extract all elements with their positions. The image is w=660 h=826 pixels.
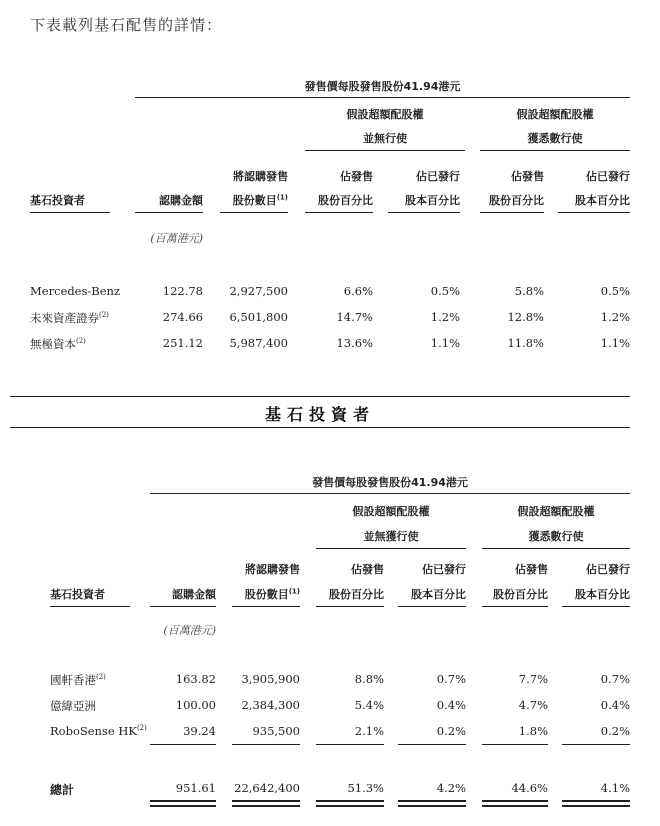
col-pct-issued-a-line2: 股本百分比 [411,588,466,601]
divider [135,97,630,98]
col-shares-line1: 將認購發售 [245,563,300,576]
shares: 935,500 [252,724,300,738]
shares: 5,987,400 [229,336,288,350]
pct-offer-b: 7.7% [518,672,548,686]
divider [150,606,216,607]
intro-text: 下表載列基石配售的詳情： [30,16,223,34]
divider [482,800,548,802]
group-b-line2: 獲悉數行使 [527,132,583,145]
divider [482,548,630,549]
divider [150,493,630,494]
price-header: 發售價每股發售股份41.94港元 [304,80,461,93]
pct-issued-b: 0.5% [600,284,630,298]
group-a-line1: 假設超額配股權 [352,505,430,518]
investor-name: 億緯亞洲 [50,699,96,713]
divider [232,800,300,802]
pct-offer-a: 14.7% [336,310,373,324]
pct-issued-b: 0.4% [600,698,630,712]
divider [398,800,466,802]
unit-label: (百萬港元) [163,624,216,637]
divider [316,548,466,549]
divider [480,150,630,151]
divider [388,212,460,213]
divider [398,744,466,745]
amount: 251.12 [162,336,203,350]
pct-offer-b: 4.7% [518,698,548,712]
shares: 2,927,500 [229,284,288,298]
amount: 274.66 [162,310,203,324]
pct-offer-a: 6.6% [343,284,373,298]
divider [150,800,216,802]
group-a-line1: 假設超額配股權 [346,108,424,121]
col-investor: 基石投資者 [30,194,85,207]
pct-issued-a: 0.2% [436,724,466,738]
col-pct-offer-b-line1: 佔發售 [511,170,544,183]
pct-offer-a: 13.6% [336,336,373,350]
pct-issued-a: 1.2% [430,310,460,324]
divider [30,212,110,213]
section-title: 基石投資者 [264,405,375,424]
col-pct-issued-b-line1: 佔已發行 [586,170,630,183]
divider [316,805,384,807]
pct-offer-a: 8.8% [354,672,384,686]
total-amount: 951.61 [175,781,216,795]
divider [305,212,373,213]
col-pct-offer-b-line1: 佔發售 [515,563,548,576]
shares: 2,384,300 [241,698,300,712]
investor-name: 未來資產證券$^{(2)}$ [30,311,109,325]
shares: 3,905,900 [241,672,300,686]
pct-issued-a: 1.1% [430,336,460,350]
amount: 100.00 [175,698,216,712]
col-shares-line2: 股份數目$^{(1)}$ [232,193,288,207]
divider [558,212,630,213]
col-pct-offer-a-line1: 佔發售 [340,170,373,183]
total-label: 總計 [50,783,75,797]
col-pct-issued-a-line2: 股本百分比 [405,194,460,207]
divider [316,800,384,802]
divider [482,744,548,745]
divider [10,427,630,428]
col-pct-offer-a-line2: 股份百分比 [329,588,384,601]
pct-issued-a: 0.7% [436,672,466,686]
investor-name: RoboSense HK$^{(2)}$ [50,724,147,738]
pct-issued-b: 0.2% [600,724,630,738]
col-pct-issued-b-line2: 股本百分比 [575,588,630,601]
divider [50,606,130,607]
divider [398,606,466,607]
divider [480,212,544,213]
divider [482,805,548,807]
pct-offer-b: 1.8% [518,724,548,738]
col-pct-issued-a-line1: 佔已發行 [416,170,460,183]
col-pct-offer-a-line2: 股份百分比 [318,194,373,207]
divider [220,212,288,213]
pct-offer-b: 5.8% [514,284,544,298]
divider [150,805,216,807]
investor-name: 國軒香港$^{(2)}$ [50,673,106,687]
amount: 163.82 [175,672,216,686]
col-pct-offer-a-line1: 佔發售 [351,563,384,576]
group-b-line1: 假設超額配股權 [517,505,595,518]
divider [10,396,630,397]
divider [305,150,465,151]
amount: 122.78 [162,284,203,298]
divider [316,744,384,745]
total-pct-offer-b: 44.6% [511,781,548,795]
unit-label: (百萬港元) [150,232,203,245]
col-pct-issued-a-line1: 佔已發行 [422,563,466,576]
col-pct-offer-b-line2: 股份百分比 [489,194,544,207]
pct-issued-a: 0.4% [436,698,466,712]
total-shares: 22,642,400 [234,781,300,795]
col-shares-line1: 將認購發售 [233,170,288,183]
group-a-line2: 並無獲行使 [363,530,419,543]
col-investor: 基石投資者 [50,588,105,601]
col-pct-issued-b-line2: 股本百分比 [575,194,630,207]
col-pct-offer-b-line2: 股份百分比 [493,588,548,601]
total-pct-issued-b: 4.1% [600,781,630,795]
divider [232,805,300,807]
price-header: 發售價每股發售股份41.94港元 [312,476,468,489]
divider [562,800,630,802]
divider [562,805,630,807]
pct-issued-b: 1.1% [600,336,630,350]
pct-issued-a: 0.5% [430,284,460,298]
pct-offer-b: 11.8% [507,336,544,350]
total-pct-issued-a: 4.2% [436,781,466,795]
col-shares-line2: 股份數目$^{(1)}$ [244,587,300,601]
divider [316,606,384,607]
col-pct-issued-b-line1: 佔已發行 [586,563,630,576]
divider [232,744,300,745]
divider [150,744,216,745]
group-b-line1: 假設超額配股權 [516,108,594,121]
shares: 6,501,800 [229,310,288,324]
investor-name: 無極資本$^{(2)}$ [30,337,86,351]
investor-name: Mercedes-Benz [30,284,121,298]
divider [398,805,466,807]
divider [562,606,630,607]
divider [562,744,630,745]
total-pct-offer-a: 51.3% [347,781,384,795]
group-a-line2: 並無行使 [363,132,407,145]
pct-offer-b: 12.8% [507,310,544,324]
col-amount: 認購金額 [172,588,216,601]
amount: 39.24 [183,724,216,738]
pct-offer-a: 5.4% [354,698,384,712]
group-b-line2: 獲悉數行使 [528,530,584,543]
divider [135,212,203,213]
divider [482,606,548,607]
col-amount: 認購金額 [159,194,203,207]
pct-issued-b: 1.2% [600,310,630,324]
pct-offer-a: 2.1% [354,724,384,738]
divider [232,606,300,607]
pct-issued-b: 0.7% [600,672,630,686]
